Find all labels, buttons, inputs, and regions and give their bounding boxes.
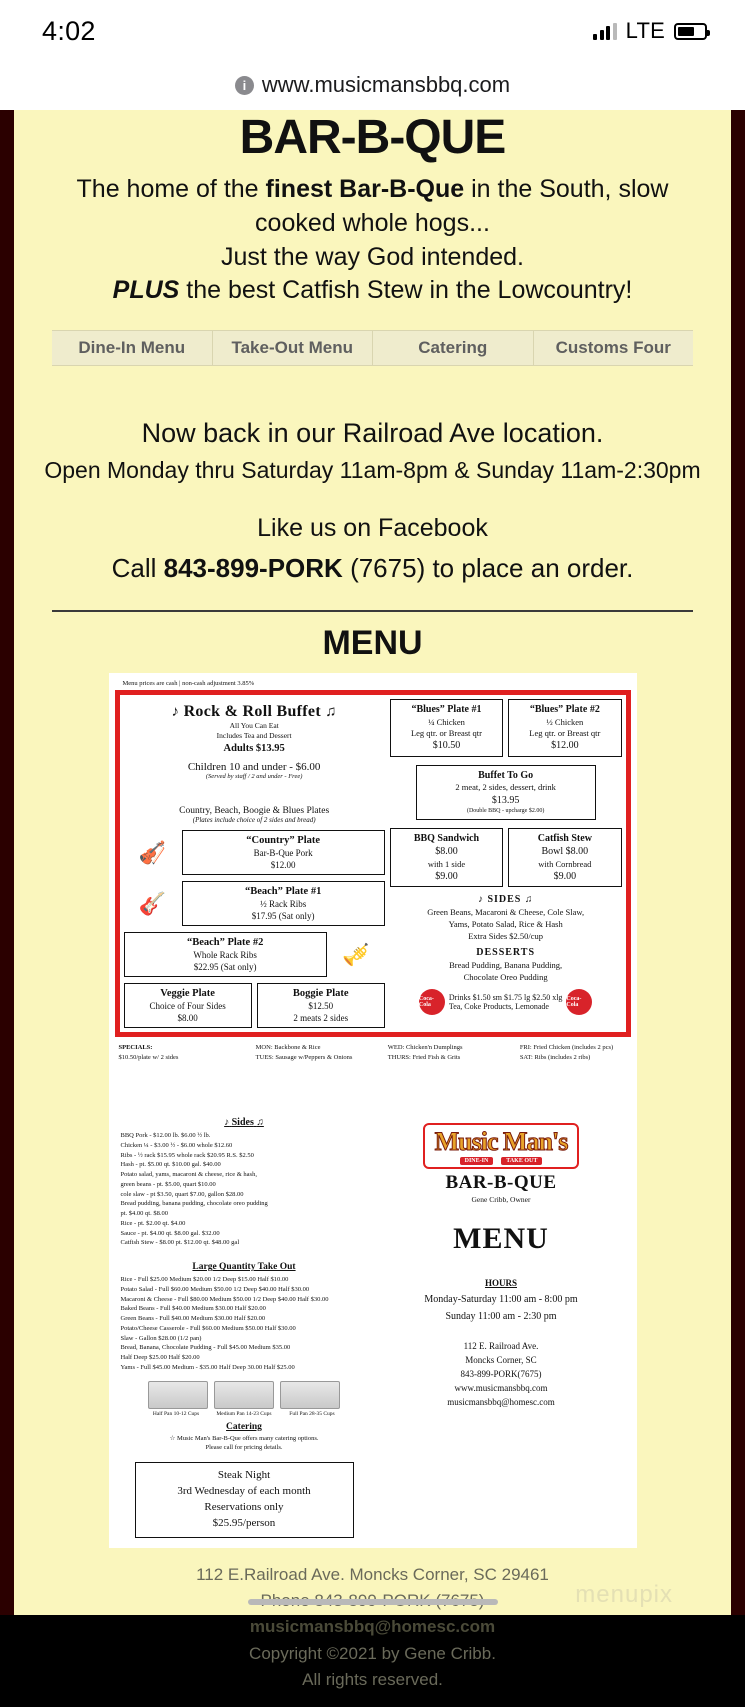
call-suffix: (7675) to place an order. <box>342 553 634 583</box>
address-street: 112 E. Railroad Ave. <box>463 1341 539 1352</box>
buffet-sub1: All You Can Eat <box>229 721 279 730</box>
chef-icon: ☆ <box>169 1434 176 1442</box>
address-email: musicmansbbq@homesc.com <box>447 1396 555 1407</box>
call-prefix: Call <box>111 553 164 583</box>
buffet-sub2: Includes Tea and Dessert <box>216 731 292 741</box>
restaurant-logo <box>378 1123 625 1204</box>
steak-night-box <box>135 1462 354 1538</box>
url-text[interactable]: www.musicmansbbq.com <box>261 72 511 97</box>
note-icon-right: ♫ <box>524 894 534 906</box>
blues-plate-1-l2: Leg qtr. or Breast qtr <box>410 727 482 738</box>
plate-row-country <box>124 830 385 875</box>
notice-location: Now back in our Railroad Ave location. <box>141 418 604 448</box>
catering-text-1: Music Man's Bar-B-Que offers many catering options. <box>176 1434 319 1442</box>
drinks-row <box>390 989 622 1015</box>
special-mon: MON: Backbone & Rice <box>255 1044 321 1052</box>
bbq-sandwich-price: $8.00 <box>435 846 458 857</box>
plate-boggie-name: Boggie Plate <box>292 988 349 1000</box>
plate-beach1-name: “Beach” Plate #1 <box>244 886 322 898</box>
buffet-to-go-desc: 2 meat, 2 sides, dessert, drink <box>455 782 556 793</box>
note-icon-left: ♪ <box>477 894 484 906</box>
address-city: Moncks Corner, SC <box>465 1355 537 1366</box>
plate-beach1 <box>182 881 385 926</box>
notice-call <box>24 553 721 584</box>
logo-tag-dine-in: DINE-IN <box>460 1157 494 1165</box>
pan-caption: Medium Pan 14-23 Cups <box>216 1410 272 1417</box>
blues-plate-2-l2: Leg qtr. or Breast qtr <box>529 727 601 738</box>
buffet-children-note: (Served by staff / 2 and under - Free) <box>205 773 303 781</box>
site-nav[interactable] <box>52 330 693 366</box>
sides-list-header-text: Sides <box>231 1117 254 1129</box>
bbq-sandwich <box>390 828 503 888</box>
bbq-sandwich-name: BBQ Sandwich <box>413 832 480 844</box>
site-tagline <box>24 173 721 308</box>
sides-item: Rice - pt. $2.00 qt. $4.00 <box>120 1219 186 1227</box>
status-bar <box>0 0 745 62</box>
flyer-right-column <box>390 699 622 1028</box>
flyer-left-column <box>124 699 385 1028</box>
large-quantity-list <box>121 1275 368 1373</box>
blues-plate-2-l1: ½ Chicken <box>546 716 584 727</box>
menupix-watermark: menupix <box>575 1580 673 1608</box>
tagline-emphasis: finest Bar-B-Que <box>265 175 465 203</box>
sides-item: Hash - pt. $5.00 qt. $10.00 gal. $40.00 <box>120 1161 221 1169</box>
sides-text-1: Green Beans, Macaroni & Cheese, Cole Slaw, <box>427 907 585 918</box>
footer-rights: All rights reserved. <box>302 1669 443 1689</box>
music-note-icon-2: ♫ <box>325 704 337 720</box>
notice-facebook[interactable]: Like us on Facebook <box>257 514 488 542</box>
bbq-sandwich-with-side: with 1 side <box>427 858 466 869</box>
plate-beach2-price: $22.95 (Sat only) <box>193 961 257 972</box>
half-pan-image <box>148 1381 208 1409</box>
logo-name: Music Man's <box>434 1127 568 1157</box>
full-pan-image <box>280 1381 340 1409</box>
divider <box>52 610 693 612</box>
blues-plate-2-price: $12.00 <box>551 740 579 752</box>
tagline-line2: Just the way God intended. <box>221 242 524 271</box>
flyer-lower <box>115 1117 631 1537</box>
pan-captions <box>121 1411 368 1417</box>
catering-pans-images <box>121 1381 368 1409</box>
desserts-text-2: Chocolate Oreo Pudding <box>463 972 548 983</box>
buffet-to-go-price: $13.95 <box>491 794 520 806</box>
flyer-address <box>378 1340 625 1410</box>
note-icon-a: ♪ <box>224 1117 230 1129</box>
pan-caption: Full Pan 28-35 Cups <box>289 1410 335 1417</box>
catfish-stew <box>508 828 621 888</box>
pan-caption: Half Pan 10-12 Cups <box>152 1410 200 1417</box>
sandwich-row <box>390 828 622 888</box>
plate-veggie-price: $8.00 <box>177 1012 198 1023</box>
home-indicator[interactable] <box>248 1599 498 1605</box>
catfish-stew-price-2: $9.00 <box>553 870 577 882</box>
plate-boggie-price: $12.50 <box>308 1000 334 1011</box>
plate-veggie-name: Veggie Plate <box>160 988 215 1000</box>
logo-tag-take-out: TAKE OUT <box>501 1157 542 1165</box>
plate-veggie <box>124 983 252 1028</box>
status-time: 4:02 <box>42 15 96 46</box>
tagline-plus: PLUS <box>112 276 180 305</box>
blues-plate-1-name: “Blues” Plate #1 <box>411 704 482 715</box>
sides-header <box>390 894 622 905</box>
browser-address-bar[interactable] <box>0 62 745 108</box>
sides-item: pt. $4.00 qt. $8.00 <box>120 1210 168 1218</box>
plate-country-desc: Bar-B-Que Pork <box>253 847 313 858</box>
flyer-lower-left <box>121 1117 368 1537</box>
address-website: www.musicmansbbq.com <box>454 1382 548 1393</box>
buffet-title-text: Rock & Roll Buffet <box>183 703 321 720</box>
network-type-label: LTE <box>625 18 665 43</box>
plate-beach2-desc: Whole Rack Ribs <box>193 949 257 960</box>
catfish-stew-name: Catfish Stew <box>537 832 592 844</box>
lq-item: Potato Salad - Full $60.00 Medium $50.00 1/2 Deep $40.00 Half $30.00 <box>120 1285 310 1293</box>
flyer-hours-sunday: Sunday 11:00 am - 2:30 pm <box>445 1311 557 1323</box>
tagline-line1a: The home of the <box>76 175 266 203</box>
special-thurs: THURS: Fried Fish & Grits <box>387 1053 461 1061</box>
music-note-icon: ♪ <box>171 704 180 720</box>
sides-text-2: Yams, Potato Salad, Rice & Hash <box>448 919 563 930</box>
catfish-stew-with-cornbread: with Cornbread <box>538 858 592 869</box>
cellular-bars-icon <box>593 23 617 40</box>
page-title: BAR-B-QUE <box>239 111 506 164</box>
lq-item: Green Beans - Full $40.00 Medium $30.00 Half $20.00 <box>120 1315 266 1323</box>
catering-text-2: Please call for pricing details. <box>205 1443 283 1451</box>
tagline-line1c: in the South, slow cooked whole hogs... <box>255 175 669 237</box>
footer-copyright: Copyright ©2021 by Gene Cribb. <box>249 1643 496 1663</box>
plate-veggie-desc: Choice of Four Sides <box>149 1000 226 1011</box>
sides-item: BBQ Pork - $12.00 lb. $6.00 ½ lb. <box>120 1132 211 1140</box>
special-wed: WED: Chicken'n Dumplings <box>387 1044 463 1052</box>
sides-text-3: Extra Sides $2.50/cup <box>468 931 544 942</box>
plate-row-beach1 <box>124 881 385 926</box>
battery-icon <box>674 23 707 40</box>
catering-header: Catering <box>226 1421 262 1432</box>
logo-bbq-text: BAR-B-QUE <box>445 1172 557 1194</box>
sides-item: Sauce - pt. $4.00 qt. $8.00 gal. $32.00 <box>120 1229 220 1237</box>
logo-badge <box>423 1123 580 1169</box>
sides-item: Catfish Stew - $8.00 pt. $12.00 qt. $48.00 gal <box>120 1239 240 1247</box>
site-footer <box>24 1562 721 1707</box>
plate-beach1-price: $17.95 (Sat only) <box>251 910 315 921</box>
lq-item: Potato/Cheese Casserole - Full $60.00 Medium $50.00 Half $30.00 <box>120 1324 296 1332</box>
plate-row-beach2 <box>124 932 385 977</box>
guitar-icon: 🎻 <box>138 839 167 865</box>
plate-beach2-name: “Beach” Plate #2 <box>186 937 264 949</box>
flyer-main-box <box>115 690 631 1037</box>
lock-icon: i <box>235 76 254 95</box>
sides-item: Potato salad, yams, macaroni & cheese, rice & hash, <box>120 1171 257 1179</box>
plate-country <box>182 830 385 875</box>
flyer-lower-right <box>378 1117 625 1537</box>
flyer-hours-header: HOURS <box>484 1278 517 1289</box>
address-phone: 843-899-PORK(7675) <box>460 1369 542 1380</box>
flyer-price-note: Menu prices are cash | non-cash adjustment 3.85% <box>122 680 255 687</box>
nav-item-catering[interactable]: Catering <box>373 331 534 365</box>
medium-pan-image <box>214 1381 274 1409</box>
special-tues: TUES: Sausage w/Peppers & Onions <box>255 1053 353 1061</box>
specials-sub: $10.50/plate w/ 2 sides <box>118 1053 179 1061</box>
blues-plate-1 <box>390 699 503 757</box>
large-quantity-header: Large Quantity Take Out <box>192 1262 296 1273</box>
nav-item-customs-four[interactable]: Customs Four <box>555 338 671 357</box>
buffet-children-price: Children 10 and under - $6.00 <box>187 761 321 774</box>
buffet-to-go-note: (Double BBQ - upcharge $2.00) <box>466 808 545 815</box>
lq-item: Baked Beans - Full $40.00 Medium $30.00 Half $20.00 <box>120 1305 266 1313</box>
sides-price-list <box>121 1131 368 1248</box>
sides-item: Bread pudding, banana pudding, chocolate oreo pudding <box>120 1200 268 1208</box>
blues-plate-2-name: “Blues” Plate #2 <box>529 704 600 715</box>
nav-item-dine-in[interactable]: Dine-In Menu <box>52 331 213 365</box>
catering-text <box>121 1434 368 1452</box>
lq-item: Yams - Full $45.00 Medium - $35.00 Half Deep 30.00 Half $25.00 <box>120 1363 295 1371</box>
sides-item: Ribs - ½ rack $15.95 whole rack $20.95 R.S. $2.50 <box>120 1151 254 1159</box>
lq-item: Half Deep $25.00 Half $20.00 <box>120 1354 200 1362</box>
menu-heading: MENU <box>322 624 423 662</box>
footer-email[interactable]: musicmansbbq@homesc.com <box>249 1617 496 1637</box>
lq-item: Bread, Banana, Chocolate Pudding - Full $45.00 Medium $35.00 <box>120 1344 291 1352</box>
coca-cola-logo-icon: Coca-Cola <box>419 989 445 1015</box>
plate-boggie <box>257 983 385 1028</box>
sides-item: cole slaw - pt $3.50, quart $7.00, gallon $28.00 <box>120 1190 244 1198</box>
plate-country-price: $12.00 <box>270 859 296 870</box>
webpage-content <box>0 110 745 1689</box>
steak-night-reservations: Reservations only <box>204 1500 284 1513</box>
steak-night-when: 3rd Wednesday of each month <box>177 1484 311 1497</box>
logo-owner-text: Gene Cribb, Owner <box>471 1195 531 1205</box>
electric-guitar-icon: 🎸 <box>138 890 167 916</box>
steak-night-price: $25.95/person <box>212 1516 276 1529</box>
tagline-line3: the best Catfish Stew in the Lowcountry! <box>179 276 633 305</box>
lq-item: Macaroni & Cheese - Full $80.00 Medium $50.00 1/2 Deep $40.00 Half $30.00 <box>120 1295 329 1303</box>
plate-beach2 <box>124 932 327 977</box>
specials-title: SPECIALS: <box>118 1044 153 1052</box>
buffet-title <box>124 703 385 721</box>
trumpet-icon: 🎺 <box>342 941 370 967</box>
drinks-types: Tea, Coke Products, Lemonade <box>448 1001 549 1011</box>
blues-plate-1-price: $10.50 <box>432 740 461 752</box>
buffet-to-go-name: Buffet To Go <box>478 769 534 781</box>
special-sat: SAT: Ribs (includes 2 ribs) <box>519 1053 591 1061</box>
buffet-to-go <box>416 765 596 820</box>
plate-boggie-desc: 2 meats 2 sides <box>293 1012 349 1023</box>
menu-flyer-image[interactable] <box>109 673 637 1548</box>
special-fri: FRI: Fried Chicken (includes 2 pcs) <box>519 1044 614 1052</box>
plate-country-name: “Country” Plate <box>246 835 321 847</box>
flyer-hours-weekday: Monday-Saturday 11:00 am - 8:00 pm <box>424 1294 578 1306</box>
note-icon-b: ♫ <box>256 1117 264 1129</box>
catfish-stew-price: Bowl $8.00 <box>541 846 589 857</box>
nav-item-take-out[interactable]: Take-Out Menu <box>213 331 374 365</box>
blues-plates-row <box>390 699 622 757</box>
desserts-header: DESSERTS <box>476 947 536 959</box>
logo-tags <box>435 1157 568 1165</box>
lq-item: Rice - Full $25.00 Medium $20.00 1/2 Deep $15.00 Half $10.00 <box>120 1276 289 1284</box>
buffet-adults-price: Adults $13.95 <box>223 743 285 755</box>
sides-list-header <box>121 1117 368 1128</box>
sides-item: green beans - pt. $5.00, quart $10.00 <box>120 1180 216 1188</box>
notice-hours: Open Monday thru Saturday 11am-8pm & Sunday 11am-2:30pm <box>44 457 701 483</box>
sides-header-text: SIDES <box>487 894 522 906</box>
specials-section <box>115 1043 631 1062</box>
lq-item: Slaw - Gallon $28.00 (1/2 pan) <box>120 1334 202 1342</box>
drinks-prices: Drinks $1.50 sm $1.75 lg $2.50 xlg <box>448 992 563 1002</box>
plates-note: (Plates include choice of 2 sides and bread) <box>192 816 316 825</box>
plates-line: Country, Beach, Boogie & Blues Plates <box>179 806 330 817</box>
blues-plate-2 <box>508 699 621 757</box>
bbq-sandwich-price-2: $9.00 <box>435 870 458 882</box>
status-indicators <box>593 18 707 44</box>
sides-item: Chicken ¼ - $3.00 ½ - $6.00 whole $12.60 <box>120 1141 233 1149</box>
desserts-text-1: Bread Pudding, Banana Pudding, <box>449 960 563 971</box>
plate-beach1-desc: ½ Rack Ribs <box>260 898 307 909</box>
steak-night-title: Steak Night <box>217 1468 271 1481</box>
footer-address: 112 E.Railroad Ave. Moncks Corner, SC 29461 <box>196 1564 549 1584</box>
blues-plate-1-l1: ¼ Chicken <box>428 716 465 727</box>
coca-cola-logo-icon-2: Coca-Cola <box>566 989 592 1015</box>
flyer-menu-heading: MENU <box>453 1222 549 1256</box>
phone-number[interactable]: 843-899-PORK <box>163 553 343 583</box>
